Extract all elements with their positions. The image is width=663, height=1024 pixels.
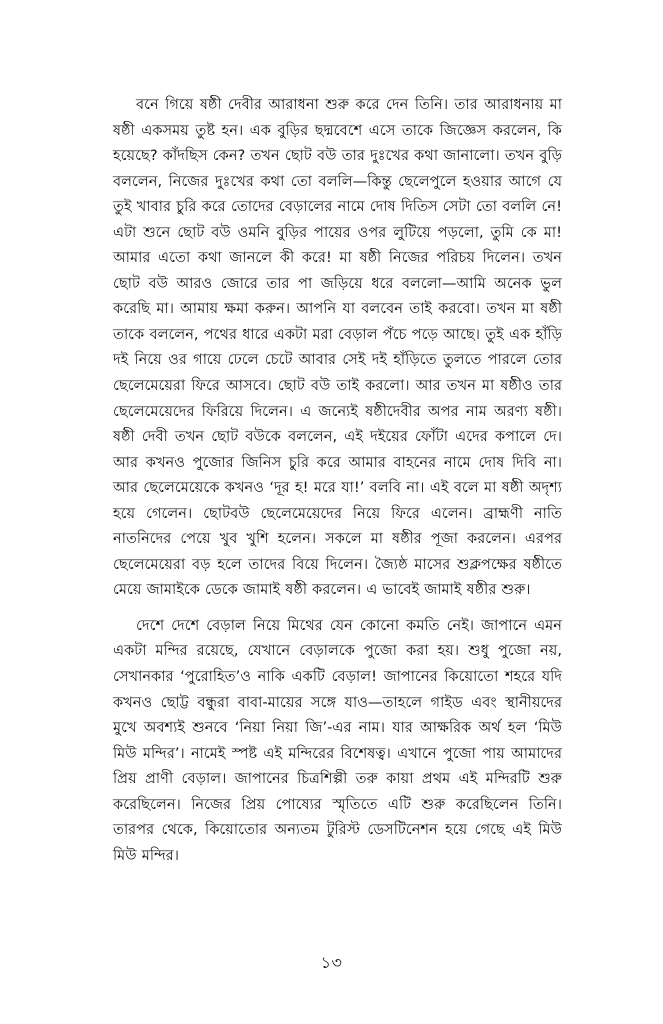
body-text: [113, 92, 562, 868]
page-number: ১৩: [320, 953, 343, 972]
paragraph-cat-temple: দেশে দেশে বেড়াল নিয়ে মিথের যেন কোনো কমতি নেই। জাপানে এমন একটা মন্দির রয়েছে, যেখানে বেড়ালকে পুজো করা হয়। শুধু পুজো নয়, সেখানকার ‘পুরোহিত’ও নাকি একটি বেড়াল! জাপানের কিয়োতো শহরে যদি কখনও ছোট্ট বন্ধুরা বাবা-মায়ের সঙ্গে যাও—তাহলে গাইড এবং স্থানীয়দের মুখে অবশ্যই শুনবে ‘নিয়া নিয়া জি’-এর নাম। যার আক্ষরিক অর্থ হল ‘মিউ মিউ মন্দির’। নামেই স্পষ্ট এই মন্দিরের বিশেষত্ব। এখানে পুজো পায় আমাদের প্রিয় প্রাণী বেড়াল। জাপানের চিত্রশিল্পী তরু কায়া প্রথম এই মন্দিরটি শুরু করেছিলেন। নিজের প্রিয় পোষ্যের স্মৃতিতে এটি শুরু করেছিলেন তিনি। তারপর থেকে, কিয়োতোর অন্যতম টুরিস্ট ডেসটিনেশন হয়ে গেছে এই মিউ মিউ মন্দির।: [113, 616, 562, 864]
paragraph-shashthi-story: বনে গিয়ে ষষ্ঠী দেবীর আরাধনা শুরু করে দেন তিনি। তার আরাধনায় মা ষষ্ঠী একসময় তুষ্ট হন। এক বুড়ির ছদ্মবেশে এসে তাকে জিজ্ঞেস করলেন, কি হয়েছে? কাঁদছিস কেন? তখন ছোট বউ তার দুঃখের কথা জানালো। তখন বুড়ি বললেন, নিজের দুঃখের কথা তো বললি—কিন্তু ছেলেপুলে হওয়ার আগে যে তুই খাবার চুরি করে তোদের বেড়ালের নামে দোষ দিতিস সেটা তো বললি নে! এটা শুনে ছোট বউ ওমনি বুড়ির পায়ের ওপর লুটিয়ে পড়লো, তুমি কে মা! আমার এতো কথা জানলে কী করে! মা ষষ্ঠী নিজের পরিচয় দিলেন। তখন ছোট বউ আরও জোরে তার পা জড়িয়ে ধরে বললো—আমি অনেক ভুল করেছি মা। আমায় ক্ষমা করুন। আপনি যা বলবেন তাই করবো। তখন মা ষষ্ঠী তাকে বললেন, পথের ধারে একটা মরা বেড়াল পঁচে পড়ে আছে। তুই এক হাঁড়ি দই নিয়ে ওর গায়ে ঢেলে চেটে আবার সেই দই হাঁড়িতে তুলতে পারলে তোর ছেলেমেয়েরা ফিরে আসবে। ছোট বউ তাই করলো। আর তখন মা ষষ্ঠীও তার ছেলেমেয়েদের ফিরিয়ে দিলেন। এ জন্যেই ষষ্ঠীদেবীর অপর নাম অরণ্য ষষ্ঠী। ষষ্ঠী দেবী তখন ছোট বউকে বললেন, এই দইয়ের ফোঁটা এদের কপালে দে। আর কখনও পুজোর জিনিস চুরি করে আমার বাহনের নামে দোষ দিবি না। আর ছেলেমেয়েকে কখনও ‘দূর হ! মরে যা!’ বলবি না। এই বলে মা ষষ্ঠী অদৃশ্য হয়ে গেলেন। ছোটবউ ছেলেমেয়েদের নিয়ে ফিরে এলেন। ব্রাহ্মণী নাতি নাতনিদের পেয়ে খুব খুশি হলেন। সকলে মা ষষ্ঠীর পূজা করলেন। এরপর ছেলেমেয়েরা বড় হলে তাদের বিয়ে দিলেন। জ্যৈষ্ঠ মাসের শুক্লপক্ষের ষষ্ঠীতে মেয়ে জামাইকে ডেকে জামাই ষষ্ঠী করলেন। এ ভাবেই জামাই ষষ্ঠীর শুরু।: [113, 96, 562, 599]
